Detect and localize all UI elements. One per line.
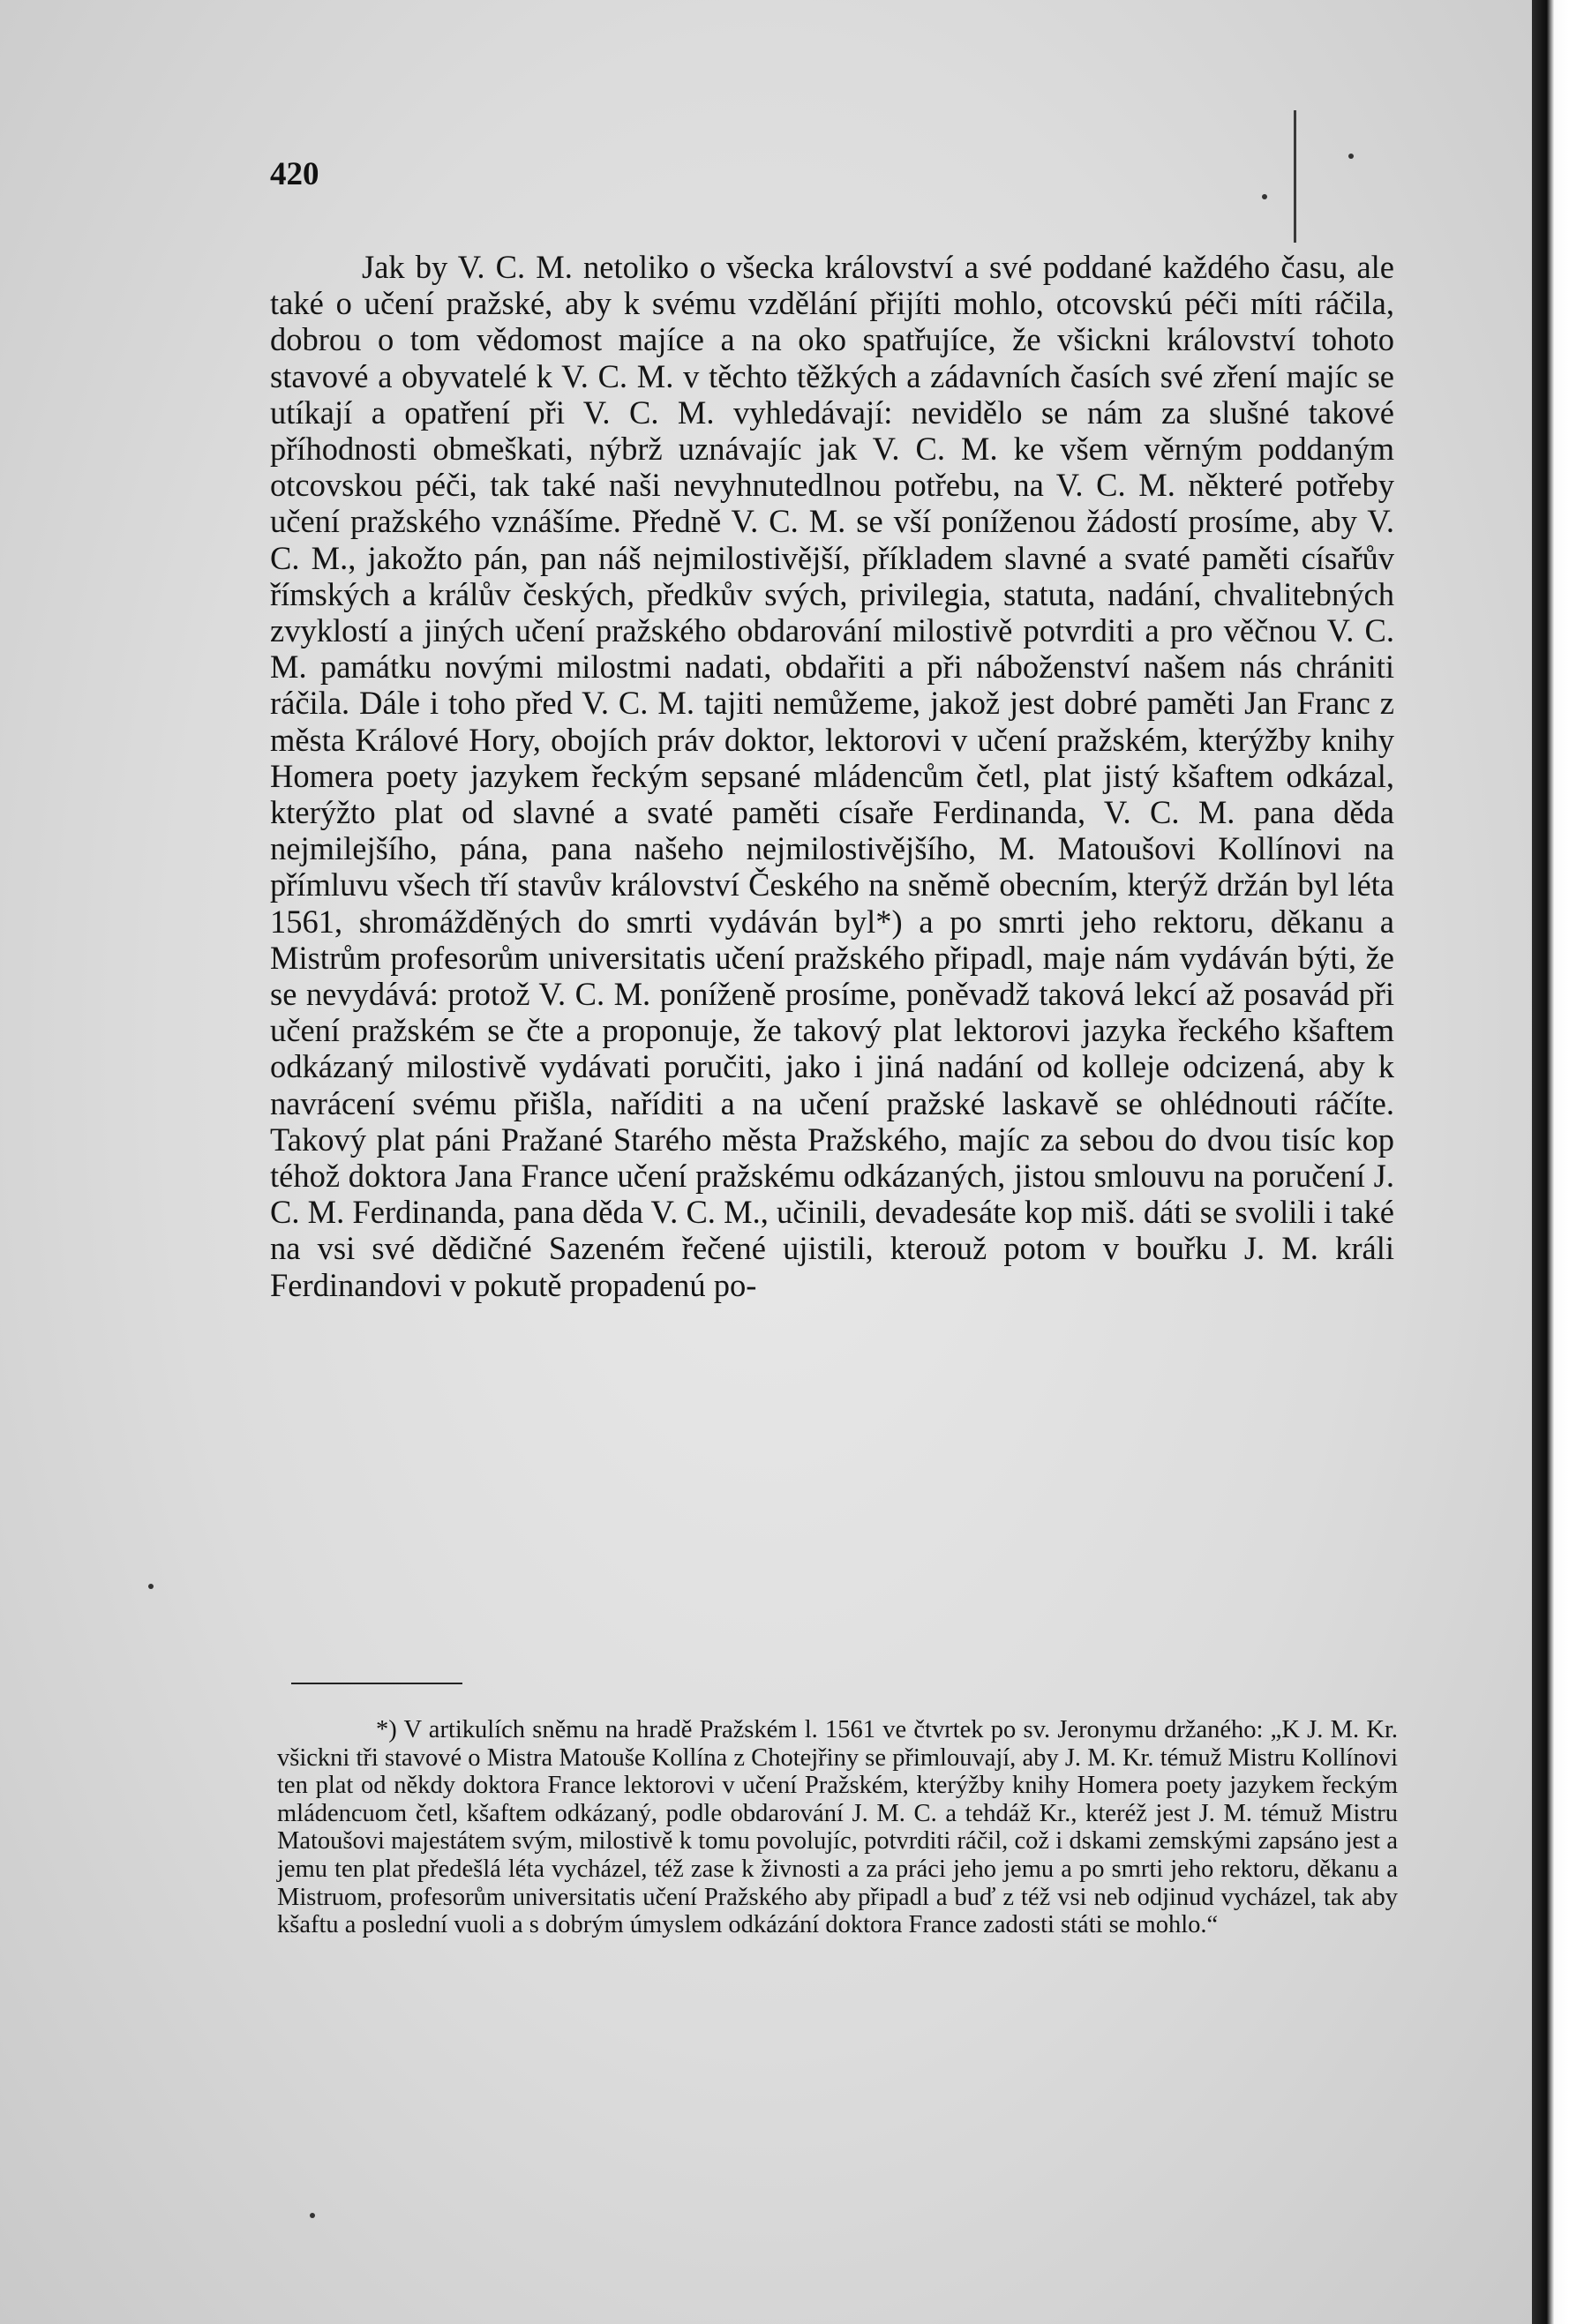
print-speck <box>148 1584 154 1589</box>
margin-mark <box>1294 110 1296 243</box>
footnote: *) V artikulích sněmu na hradě Pražském l. 1561 ve čtvrtek po sv. Jeronymu držaného: „K J. M. Kr. všickni tři stavové o Mistra Matouše Kollína z Chotejřiny se přimlouvají, aby J. M. Kr. témuž Mistru Kollínovi ten plat od někdy doktora France lektorovi v učení Pražském, kterýžby knihy Homera poety jazykem řeckým mládencuom četl, kšaftem odkázaný, podle obdarování J. M. C. a tehdáž Kr., kteréž jest J. M. témuž Mistru Matoušovi majestátem svým, milostivě k tomu povolujíc, potvrditi ráčil, což i dskami zemskými zapsáno jest a jemu ten plat předešlá léta vycházel, též zase k živnosti a za práci jeho jemu a po smrti jeho rektoru, děkanu a Mistruom, profesorům universitatis učení Pražského aby připadl a buď z též vsi neb odjinud vycházel, tak aby kšaftu a poslední vuoli a s dobrým úmyslem odkázání doktora France zadosti státi se mohlo.“ <box>277 1716 1398 1939</box>
print-speck <box>1348 154 1354 159</box>
page-number: 420 <box>270 156 319 192</box>
footnote-separator <box>291 1683 462 1684</box>
page-edge-shadow <box>1532 0 1569 2324</box>
print-speck <box>1262 194 1267 199</box>
body-paragraph: Jak by V. C. M. netoliko o všecka království a své poddané každého času, ale také o učení pražské, aby k svému vzdělání přijíti mohlo, otcovskú péči míti ráčila, dobrou o tom vědomost majíce a na oko spatřujíce, že všickni království tohoto stavové a obyvatelé k V. C. M. v těchto těžkých a zádavních časích své zření majíc se utíkají a opatření při V. C. M. vyhledávají: nevidělo se nám za slušné takové příhodnosti obmeškati, nýbrž uznávajíc jak V. C. M. ke všem věrným poddaným otcovskou péči, tak také naši nevyhnutedlnou potřebu, na V. C. M. některé potřeby učení pražského vznášíme. Předně V. C. M. se vší poníženou žádostí prosíme, aby V. C. M., jakožto pán, pan náš nejmilostivější, příkladem slavné a svaté paměti císařův římských a králův českých, předkův svých, privilegia, statuta, nadání, chvalitebných zvyklostí a jiných učení pražského obdarování milostivě potvrditi a pro věčnou V. C. M. památku novými milostmi nadati, obdařiti a při náboženství našem nás chrániti ráčila. Dále i toho před V. C. M. tajiti nemůžeme, jakož jest dobré paměti Jan Franc z města Králové Hory, obojích práv doktor, lektorovi v učení pražském, kterýžby knihy Homera poety jazykem řeckým sepsané mládencům četl, plat jistý kšaftem odkázal, kterýžto plat od slavné a svaté paměti císaře Ferdinanda, V. C. M. pana děda nejmilejšího, pána, pana našeho nejmilostivějšího, M. Matoušovi Kollínovi na přímluvu všech tří stavův království Českého na sněmě obecním, kterýž držán byl léta 1561, shromážděných do smrti vydáván byl*) a po smrti jeho rektoru, děkanu a Mistrům profesorům universitatis učení pražského připadl, maje nám vydáván býti, že se nevydává: protož V. C. M. poníženě prosíme, poněvadž taková lekcí až posavád při učení pražském se čte a proponuje, že takový plat lektorovi jazyka řeckého kšaftem odkázaný milostivě vydávati poručiti, jako i jiná nadání od kolleje odcizená, aby k navrácení svému přišla, naříditi a na učení pražské laskavě se ohlédnouti ráčíte. Takový plat páni Pražané Starého města Pražského, majíc za sebou do dvou tisíc kop téhož doktora Jana France učení pražskému odkázaných, jistou smlouvu na poručení J. C. M. Ferdinanda, pana děda V. C. M., učinili, devadesáte kop miš. dáti se svolili i také na vsi své dědičné Sazeném řečené ujistili, kterouž potom v bouřku J. M. králi Ferdinandovi v pokutě propadenú po- <box>270 249 1394 1303</box>
print-speck <box>310 2213 315 2218</box>
